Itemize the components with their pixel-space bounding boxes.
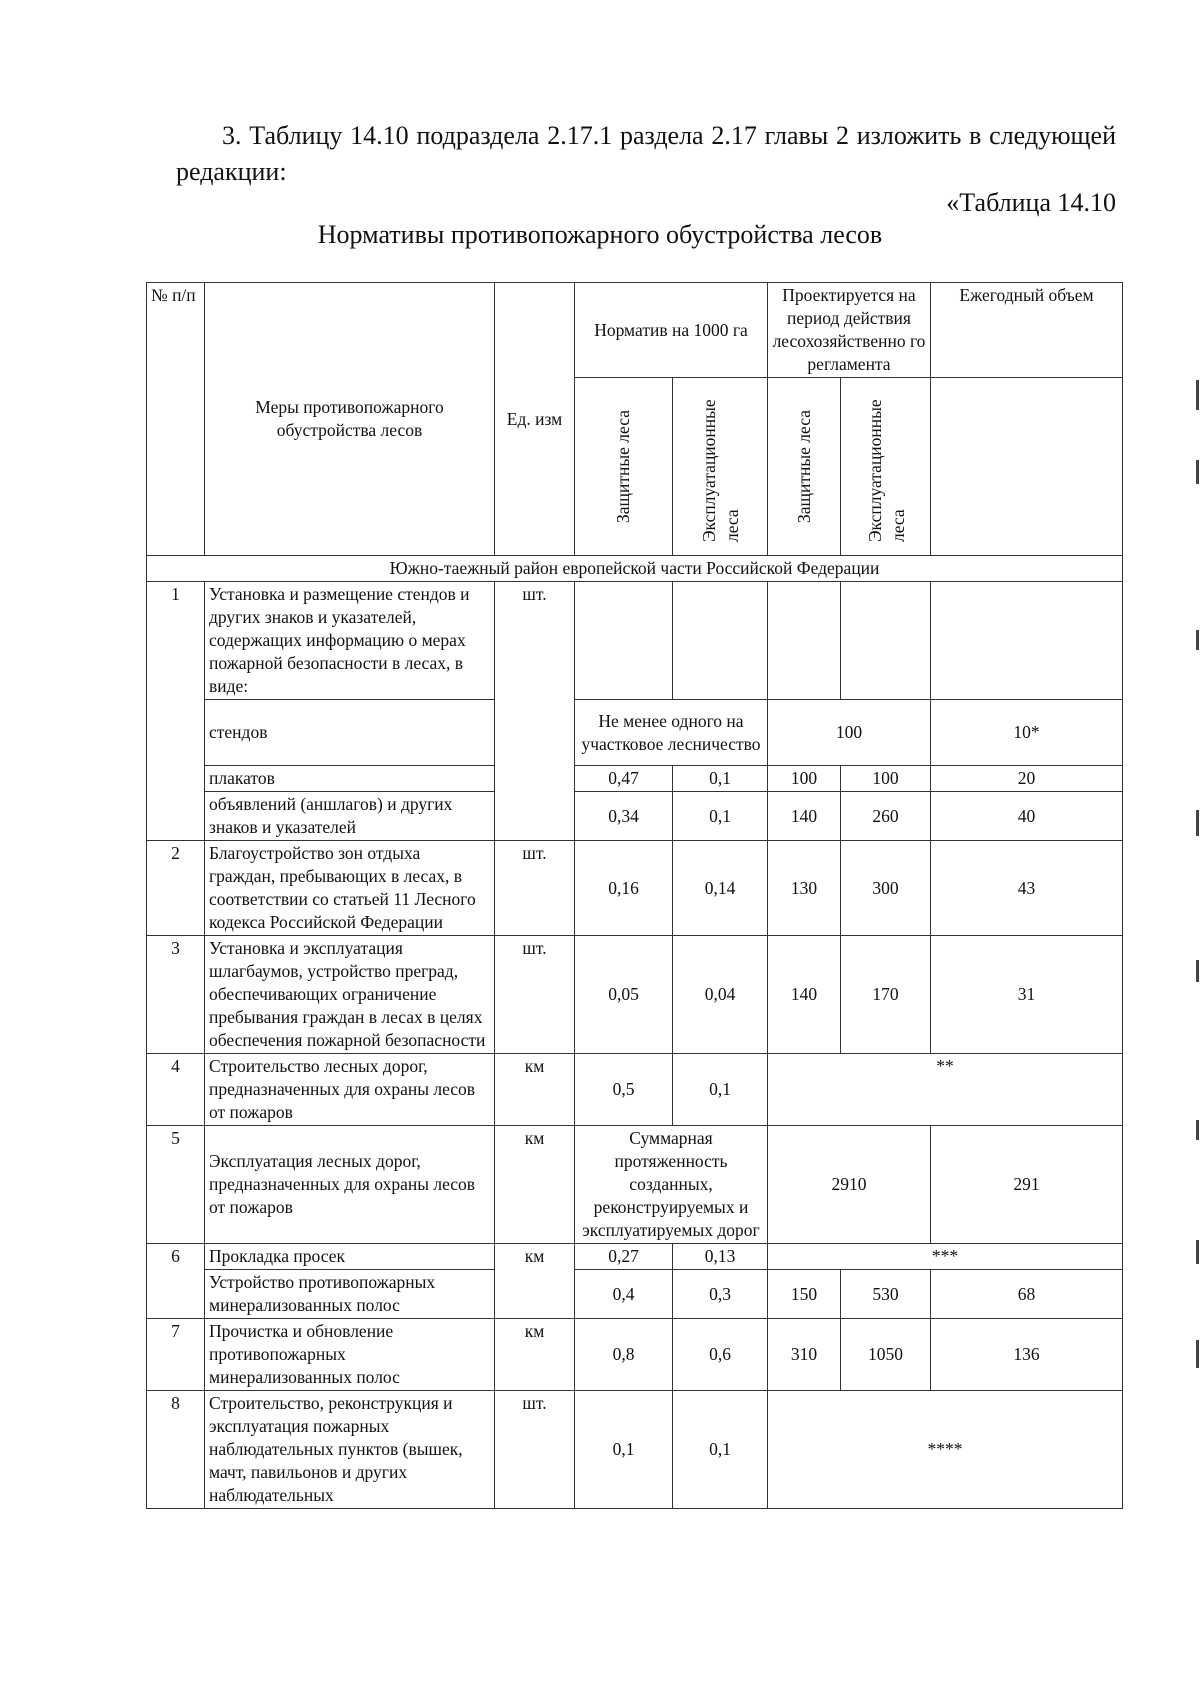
annual-value: 43: [931, 841, 1123, 936]
table-row: [147, 1319, 1123, 1391]
projected-protective: 130: [768, 841, 841, 936]
row-unit: км: [495, 1126, 575, 1244]
row-name: Благоустройство зон отдыха граждан, пребывающих в лесах, в соответствии со статьей 11 Лесного кодекса Российской Федерации: [205, 841, 495, 936]
scan-edge-marks: [1196, 340, 1199, 1480]
vertical-label: Защитные леса: [613, 410, 633, 523]
annual-value: 31: [931, 936, 1123, 1054]
projected-exploitation: 260: [841, 792, 931, 841]
projected-protective: 140: [768, 792, 841, 841]
row-unit: шт.: [495, 1391, 575, 1509]
norm-protective: 0,8: [575, 1319, 673, 1391]
row-name: Эксплуатация лесных дорог, предназначенных для охраны лесов от пожаров: [205, 1126, 495, 1244]
table-row: [147, 841, 1123, 936]
scan-mark: [1196, 460, 1199, 484]
scan-mark: [1196, 1240, 1199, 1264]
row-number: 2: [147, 841, 205, 936]
table-row: [147, 792, 1123, 841]
row-number: 5: [147, 1126, 205, 1244]
norm-protective: 0,5: [575, 1054, 673, 1126]
annual-value: 40: [931, 792, 1123, 841]
merged-footnote-mark: ***: [768, 1244, 1123, 1270]
norm-exploitation: 0,1: [673, 1054, 768, 1126]
header-norm-exploitation: [673, 378, 768, 556]
norm-exploitation: 0,13: [673, 1244, 768, 1270]
row-unit: км: [495, 1319, 575, 1391]
header-annual-empty: [931, 378, 1123, 556]
norm-protective: 0,47: [575, 766, 673, 792]
vertical-label: Эксплуатационные леса: [699, 398, 742, 542]
table-row: [147, 1126, 1123, 1244]
scan-mark: [1196, 810, 1199, 836]
vertical-label: Защитные леса: [793, 410, 814, 523]
table-row: [147, 582, 1123, 700]
row-name: Устройство противопожарных минерализованных полос: [205, 1270, 495, 1319]
empty-cell: [673, 582, 768, 700]
norm-protective: 0,1: [575, 1391, 673, 1509]
norm-exploitation: 0,3: [673, 1270, 768, 1319]
row-name: объявлений (аншлагов) и других знаков и указателей: [205, 792, 495, 841]
row-unit: шт.: [495, 841, 575, 936]
header-unit: Ед. изм: [495, 283, 575, 556]
row-name: Прокладка просек: [205, 1244, 495, 1270]
projected-protective: 100: [768, 766, 841, 792]
header-norm: Норматив на 1000 га: [575, 283, 768, 378]
projected-exploitation: 1050: [841, 1319, 931, 1391]
region-row: [147, 556, 1123, 582]
projected-exploitation: 170: [841, 936, 931, 1054]
intro-paragraph: 3. Таблицу 14.10 подраздела 2.17.1 раздела 2.17 главы 2 изложить в следующей редакции:: [176, 121, 1116, 186]
row-unit: шт.: [495, 936, 575, 1054]
norm-exploitation: 0,1: [673, 1391, 768, 1509]
row-name: Установка и эксплуатация шлагбаумов, устройство преград, обеспечивающих ограничение пребывания граждан в лесах в целях обеспечения пожарной безопасности: [205, 936, 495, 1054]
projected-merged: 100: [768, 700, 931, 766]
header-annual: Ежегодный объем: [931, 283, 1123, 378]
header-projected-exploitation: [841, 378, 931, 556]
scan-mark: [1196, 1120, 1199, 1140]
table-row: [147, 936, 1123, 1054]
row-name: Прочистка и обновление противопожарных минерализованных полос: [205, 1319, 495, 1391]
row-name: Строительство, реконструкция и эксплуатация пожарных наблюдательных пунктов (вышек, мачт, павильонов и других наблюдательных: [205, 1391, 495, 1509]
table-title: Нормативы противопожарного обустройства лесов: [317, 220, 883, 249]
norm-exploitation: 0,04: [673, 936, 768, 1054]
header-num: № п/п: [147, 283, 205, 556]
norm-protective: 0,27: [575, 1244, 673, 1270]
norm-merged: Не менее одного на участковое лесничество: [575, 700, 768, 766]
norms-table: [146, 282, 1123, 1509]
projected-merged: 2910: [768, 1126, 931, 1244]
projected-protective: 150: [768, 1270, 841, 1319]
merged-footnote-mark: **: [768, 1054, 1123, 1126]
norm-exploitation: 0,1: [673, 792, 768, 841]
vertical-label: Эксплуатационные леса: [864, 398, 908, 542]
norm-protective: 0,16: [575, 841, 673, 936]
row-name: стендов: [205, 700, 495, 766]
annual-value: 136: [931, 1319, 1123, 1391]
table-row: [147, 1244, 1123, 1270]
projected-exploitation: 100: [841, 766, 931, 792]
table-row: [147, 700, 1123, 766]
row-name: плакатов: [205, 766, 495, 792]
row-number: 1: [147, 582, 205, 841]
norm-exploitation: 0,1: [673, 766, 768, 792]
header-norm-protective: [575, 378, 673, 556]
scan-mark: [1196, 960, 1199, 982]
header-measures: Меры противопожарного обустройства лесов: [205, 283, 495, 556]
header-projected-protective: [768, 378, 841, 556]
row-number: 3: [147, 936, 205, 1054]
row-name: Строительство лесных дорог, предназначенных для охраны лесов от пожаров: [205, 1054, 495, 1126]
table-row: [147, 766, 1123, 792]
empty-cell: [841, 582, 931, 700]
scan-mark: [1196, 380, 1199, 410]
annual-value: 20: [931, 766, 1123, 792]
table-row: [147, 1391, 1123, 1509]
norm-exploitation: 0,14: [673, 841, 768, 936]
norm-protective: 0,34: [575, 792, 673, 841]
annual-value: 291: [931, 1126, 1123, 1244]
empty-cell: [768, 582, 841, 700]
scan-mark: [1196, 1340, 1199, 1368]
row-unit: км: [495, 1054, 575, 1126]
annual-value: 68: [931, 1270, 1123, 1319]
projected-protective: 140: [768, 936, 841, 1054]
projected-exploitation: 300: [841, 841, 931, 936]
projected-exploitation: 530: [841, 1270, 931, 1319]
norm-exploitation: 0,6: [673, 1319, 768, 1391]
merged-footnote-mark: ****: [768, 1391, 1123, 1509]
row-unit: шт.: [495, 582, 575, 841]
row-number: 8: [147, 1391, 205, 1509]
table-row: [147, 1054, 1123, 1126]
table-row: [147, 1270, 1123, 1319]
region-label: Южно-таежный район европейской части Российской Федерации: [147, 556, 1123, 582]
norm-merged: Суммарная протяженность созданных, реконструируемых и эксплуатируемых дорог: [575, 1126, 768, 1244]
empty-cell: [931, 582, 1123, 700]
table-caption: «Таблица 14.10: [946, 188, 1116, 217]
row-number: 4: [147, 1054, 205, 1126]
row-number: 6: [147, 1244, 205, 1319]
row-unit: км: [495, 1244, 575, 1319]
row-title: Установка и размещение стендов и других знаков и указателей, содержащих информацию о мерах пожарной безопасности в лесах, в виде:: [205, 582, 495, 700]
header-projected: Проектируется на период действия лесохозяйственно го регламента: [768, 283, 931, 378]
projected-protective: 310: [768, 1319, 841, 1391]
norm-protective: 0,05: [575, 936, 673, 1054]
norm-protective: 0,4: [575, 1270, 673, 1319]
row-number: 7: [147, 1319, 205, 1391]
scan-mark: [1196, 630, 1199, 650]
empty-cell: [575, 582, 673, 700]
annual-value: 10*: [931, 700, 1123, 766]
